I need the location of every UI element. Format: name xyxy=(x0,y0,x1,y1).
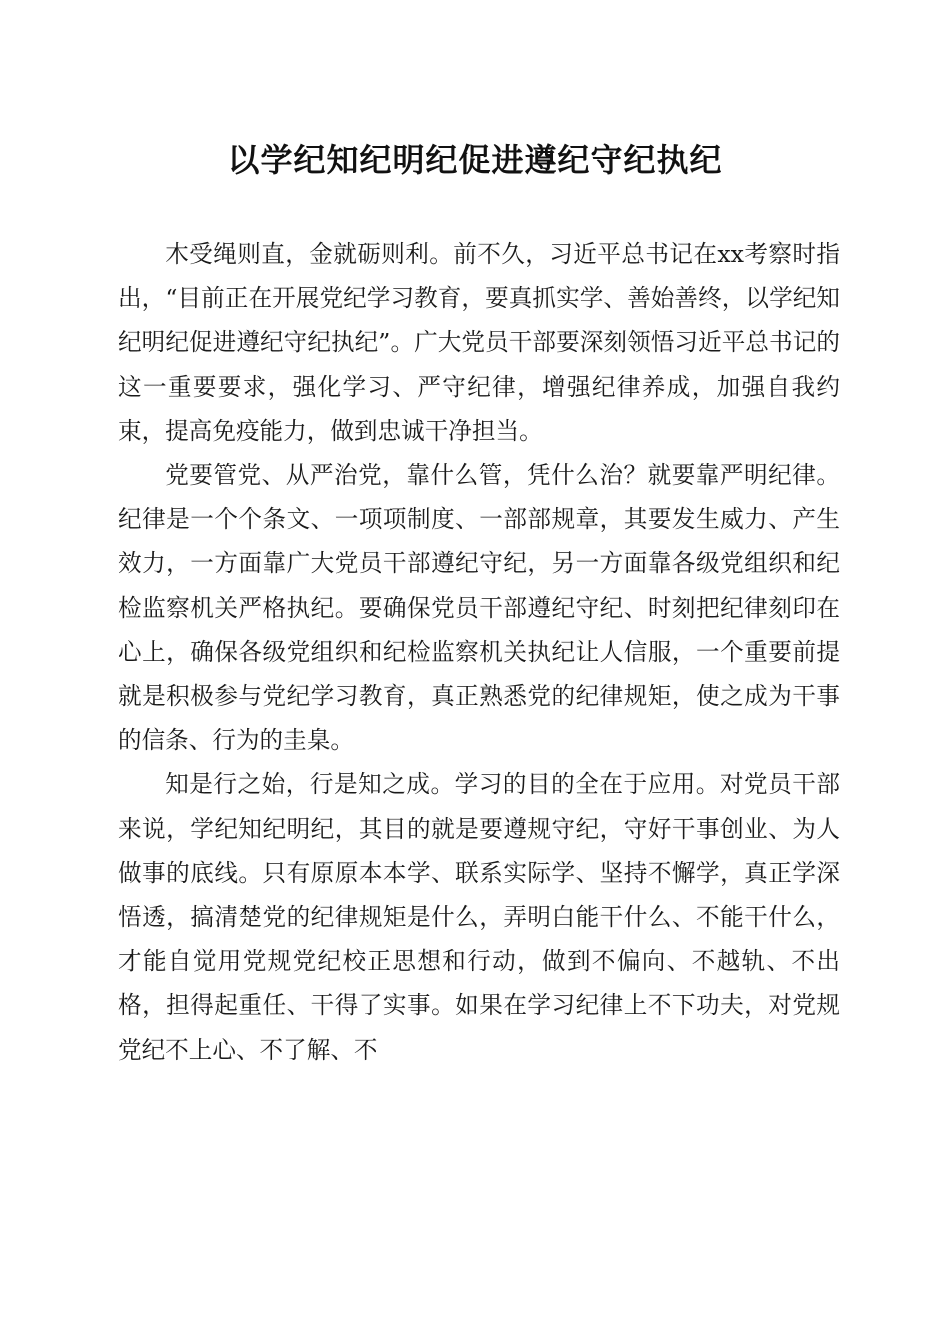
paragraph-3: 知是行之始，行是知之成。学习的目的全在于应用。对党员干部来说，学纪知纪明纪，其目的就是要遵规守纪，守好干事创业、为人做事的底线。只有原原本本学、联系实际学、坚持不懈学，真正学深悟透，搞清楚党的纪律规矩是什么，弄明白能干什么、不能干什么，才能自觉用党规党纪校正思想和行动，做到不偏向、不越轨、不出格，担得起重任、干得了实事。如果在学习纪律上不下功夫，对党规党纪不上心、不了解、不 xyxy=(118,770,840,1064)
paragraph-2: 党要管党、从严治党，靠什么管，凭什么治？就要靠严明纪律。纪律是一个个条文、一项项制度、一部部规章，其要发生威力、产生效力，一方面靠广大党员干部遵纪守纪，另一方面靠各级党组织和纪检监察机关严格执纪。要确保党员干部遵纪守纪、时刻把纪律刻印在心上，确保各级党组织和纪检监察机关执纪让人信服，一个重要前提就是积极参与党纪学习教育，真正熟悉党的纪律规矩，使之成为干事的信条、行为的圭臬。 xyxy=(118,461,840,755)
document-title: 以学纪知纪明纪促进遵纪守纪执纪 xyxy=(227,141,723,179)
document-body xyxy=(118,232,840,1072)
paragraph-1: 木受绳则直，金就砺则利。前不久，习近平总书记在xx考察时指出，“目前正在开展党纪学习教育，要真抓实学、善始善终，以学纪知纪明纪促进遵纪守纪执纪”。广大党员干部要深刻领悟习近平总书记的这一重要要求，强化学习、严守纪律，增强纪律养成，加强自我约束，提高免疫能力，做到忠诚干净担当。 xyxy=(118,240,840,445)
